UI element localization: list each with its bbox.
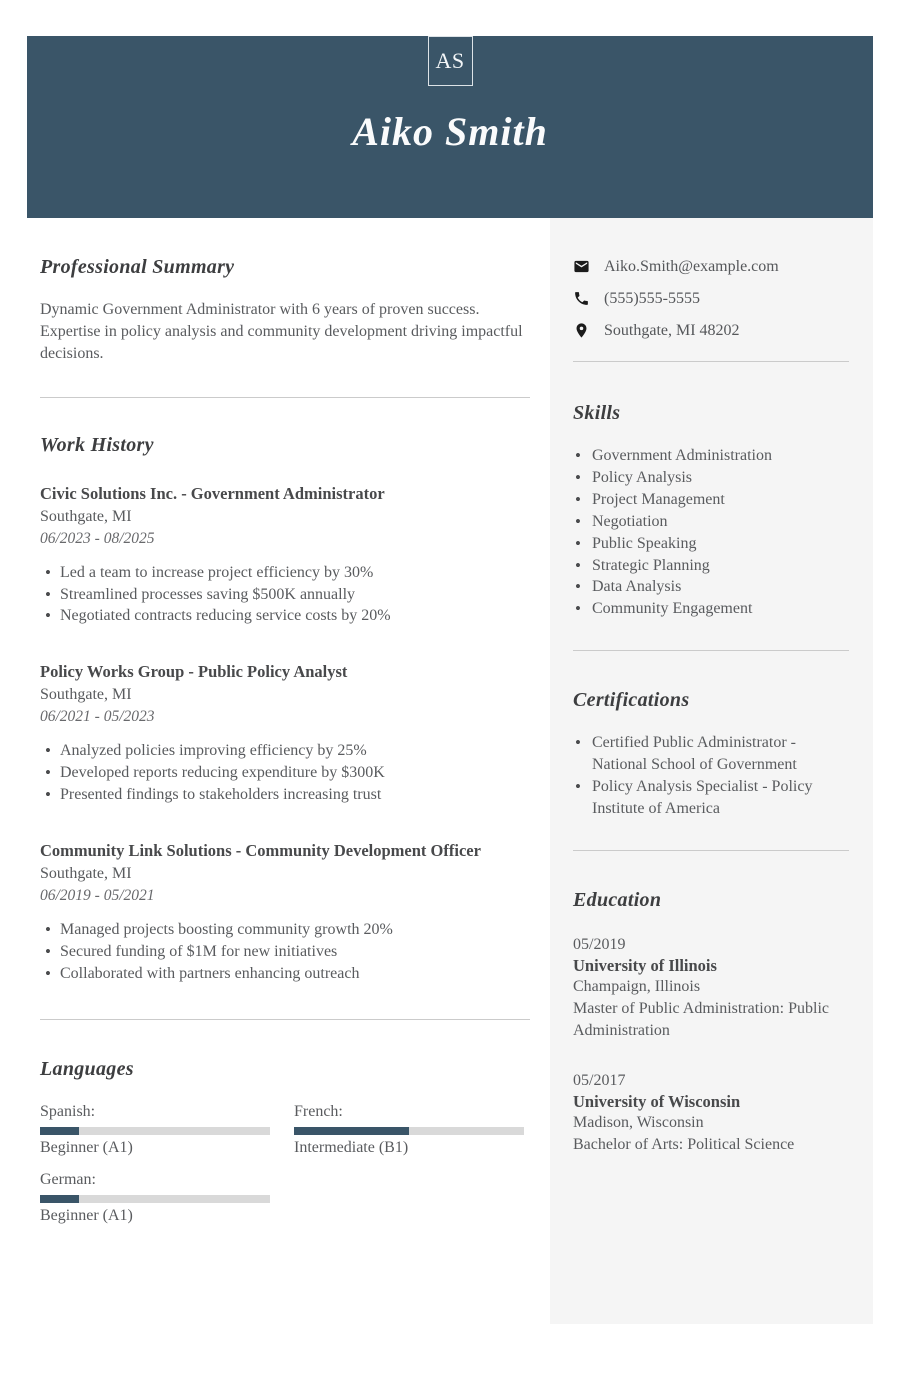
divider xyxy=(40,1019,530,1020)
certification-item: • Policy Analysis Specialist - Policy Institute of America xyxy=(573,776,849,820)
education-location: Champaign, Illinois xyxy=(573,977,701,995)
skills-list xyxy=(573,445,849,620)
job-title: Civic Solutions Inc. - Government Administrator xyxy=(40,483,385,503)
job-bullet: • Managed projects boosting community growth 20% xyxy=(40,919,530,941)
summary-text: Dynamic Government Administrator with 6 years of proven success. Expertise in policy analysis and community development driving impactful decisions. xyxy=(40,301,523,362)
job-bullet: • Analyzed policies improving efficiency by 25% xyxy=(40,740,530,762)
job-bullet: • Secured funding of $1M for new initiatives xyxy=(40,941,530,963)
education-heading: Education xyxy=(573,888,662,911)
education-date: 05/2019 xyxy=(573,935,626,953)
certifications-list xyxy=(573,732,849,820)
language-item xyxy=(40,1103,270,1157)
education-location: Madison, Wisconsin xyxy=(573,1113,704,1131)
job-location: Southgate, MI xyxy=(40,686,132,704)
language-level: Beginner (A1) xyxy=(40,1138,133,1156)
contact-phone-row xyxy=(573,288,849,309)
job-entry xyxy=(40,840,530,985)
job-location: Southgate, MI xyxy=(40,507,132,525)
page-title: Aiko Smith xyxy=(352,109,548,154)
job-bullet: • Presented findings to stakeholders increasing trust xyxy=(40,784,530,806)
skill-item: • Government Administration xyxy=(573,445,849,467)
job-entry xyxy=(40,661,530,806)
education-degree: Bachelor of Arts: Political Science xyxy=(573,1135,795,1153)
email-icon xyxy=(573,258,590,275)
divider xyxy=(573,361,849,362)
language-progress-track xyxy=(40,1195,270,1203)
job-bullet-list xyxy=(40,740,530,806)
contact-address: Southgate, MI 48202 xyxy=(604,322,740,339)
job-dates: 06/2023 - 08/2025 xyxy=(40,529,155,547)
monogram-initials: AS xyxy=(435,48,465,73)
certifications-heading: Certifications xyxy=(573,689,690,712)
contact-address-row xyxy=(573,320,849,341)
job-bullet: • Led a team to increase project efficiency by 30% xyxy=(40,562,530,584)
job-bullet: • Negotiated contracts reducing service costs by 20% xyxy=(40,605,530,627)
sidebar xyxy=(550,218,873,1324)
language-level: Beginner (A1) xyxy=(40,1206,133,1224)
job-title: Community Link Solutions - Community Development Officer xyxy=(40,841,481,861)
language-level: Intermediate (B1) xyxy=(294,1138,409,1156)
language-progress-track xyxy=(294,1127,524,1135)
contact-phone: (555)555-5555 xyxy=(604,290,700,307)
contact-email-row xyxy=(573,256,849,277)
education-date: 05/2017 xyxy=(573,1071,626,1089)
divider xyxy=(573,650,849,651)
summary-heading: Professional Summary xyxy=(40,256,235,278)
education-school: University of Illinois xyxy=(573,955,717,975)
phone-icon xyxy=(573,290,590,307)
language-progress-fill xyxy=(40,1127,79,1135)
language-name: German: xyxy=(40,1170,96,1188)
language-item xyxy=(294,1103,524,1157)
contact-email: Aiko.Smith@example.com xyxy=(604,258,779,275)
certification-item: • Certified Public Administrator - National School of Government xyxy=(573,732,849,776)
monogram-badge xyxy=(428,36,473,86)
job-bullet: • Collaborated with partners enhancing outreach xyxy=(40,963,530,985)
job-title: Policy Works Group - Public Policy Analyst xyxy=(40,662,348,682)
header-band xyxy=(27,36,873,218)
job-dates: 06/2021 - 05/2023 xyxy=(40,708,155,726)
skill-item: • Negotiation xyxy=(573,511,849,533)
main-column xyxy=(27,218,550,1225)
location-pin-icon xyxy=(573,322,590,339)
skill-item: • Project Management xyxy=(573,489,849,511)
work-history-heading: Work History xyxy=(40,433,154,456)
resume-page xyxy=(0,36,900,1386)
content-row xyxy=(27,218,873,1324)
education-school: University of Wisconsin xyxy=(573,1091,741,1111)
language-item xyxy=(40,1171,270,1225)
job-bullet-list xyxy=(40,919,530,985)
languages-grid xyxy=(40,1103,530,1225)
education-entry xyxy=(573,936,849,1042)
job-bullet: • Streamlined processes saving $500K annually xyxy=(40,584,530,606)
job-entry xyxy=(40,483,530,628)
language-name: French: xyxy=(294,1102,343,1120)
education-degree: Master of Public Administration: Public Administration xyxy=(573,999,829,1039)
language-progress-fill xyxy=(294,1127,409,1135)
skill-item: • Public Speaking xyxy=(573,533,849,555)
education-entry xyxy=(573,1072,849,1156)
job-bullet: • Developed reports reducing expenditure by $300K xyxy=(40,762,530,784)
divider xyxy=(573,850,849,851)
job-bullet-list xyxy=(40,562,530,628)
skill-item: • Strategic Planning xyxy=(573,555,849,577)
divider xyxy=(40,397,530,398)
job-location: Southgate, MI xyxy=(40,864,132,882)
skill-item: • Community Engagement xyxy=(573,598,849,620)
language-name: Spanish: xyxy=(40,1102,96,1120)
skills-heading: Skills xyxy=(573,402,621,424)
languages-heading: Languages xyxy=(40,1057,134,1080)
language-progress-track xyxy=(40,1127,270,1135)
skill-item: • Policy Analysis xyxy=(573,467,849,489)
language-progress-fill xyxy=(40,1195,79,1203)
job-dates: 06/2019 - 05/2021 xyxy=(40,886,155,904)
skill-item: • Data Analysis xyxy=(573,576,849,598)
